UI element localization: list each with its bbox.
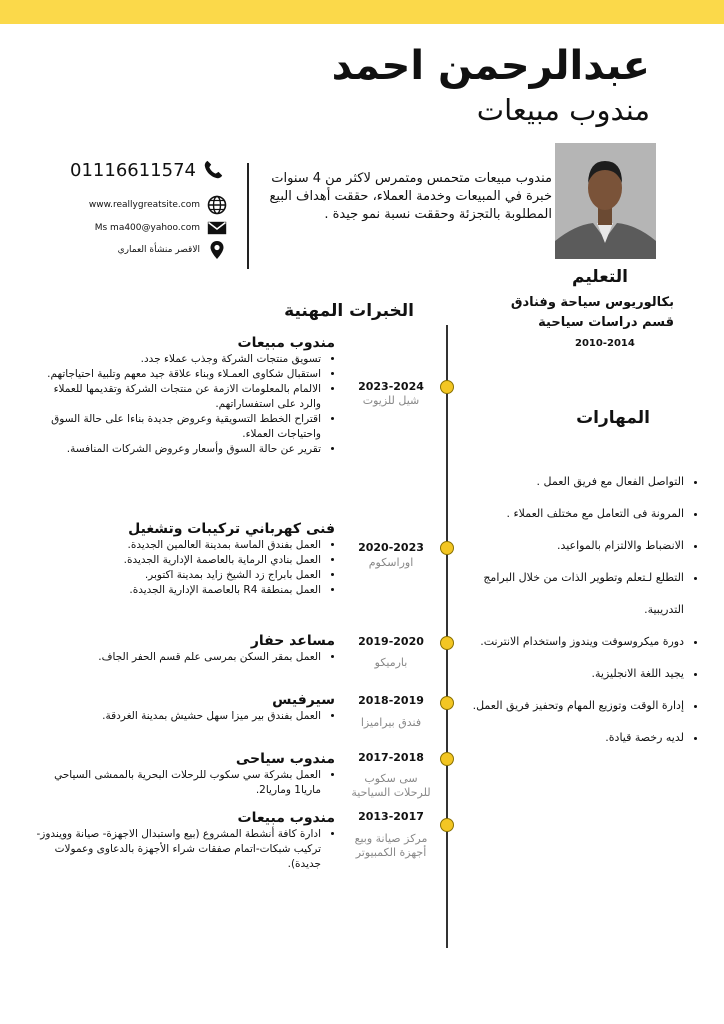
education-degree: بكالوريوس سياحة وفنادق (510, 295, 674, 310)
job-bullet: • ادارة كافة أنشطة المشروع (بيع واستبدال الاجهزة- صيانة وويندوز-تركيب شبكات-اتمام صفقات شراء الأجهزة بالدعاوى وعمولات جديدة). (35, 827, 321, 872)
timeline-dot (440, 696, 454, 710)
person-name: عبدالرحمن احمد (331, 43, 650, 89)
job-entry (35, 750, 335, 798)
timeline-dot (440, 380, 454, 394)
education-heading: التعليم (572, 267, 628, 287)
job-bullet: • العمل بفندق الماسة بمدينة العالمين الجديدة. (35, 538, 321, 553)
job-bullet: • العمل بمنطقة R4 بالعاصمة الإدارية الجديدة. (35, 583, 321, 598)
profile-photo (555, 143, 656, 259)
skill-item: • التطلع لـتعلم وتطوير الذات من خلال البرامج التدريبية. (458, 562, 684, 626)
website-text: www.reallygreatsite.com (88, 200, 200, 210)
skills-list (458, 466, 698, 754)
job-entry (35, 632, 335, 665)
job-title-entry: مندوب مبيعات (237, 810, 335, 826)
job-title-entry: فنى كهرباني تركيبات وتشغيل (128, 521, 335, 537)
job-organization: شيل للزيوت (362, 394, 420, 407)
contact-website (68, 194, 228, 216)
education-years: 2010-2014 (575, 338, 635, 349)
job-entry (35, 334, 335, 457)
job-years: 2018-2019 (358, 694, 424, 707)
timeline-dot (440, 752, 454, 766)
header-divider (247, 163, 249, 269)
job-bullet: • العمل بنادي الرماية بالعاصمة الإدارية الجديدة. (35, 553, 321, 568)
job-title-entry: سيرفيس (272, 692, 335, 708)
skill-item: • دورة ميكروسوفت ويندوز واستخدام الانترنت. (458, 626, 684, 658)
email-text: Ms ma400@yahoo.com (94, 223, 200, 233)
skill-item: • لديه رخصة قيادة. (458, 722, 684, 754)
job-bullet: • اقتراح الخطط التسويقية وعروض جديدة بناءا على حالة السوق واحتياجات العملاء. (35, 412, 321, 442)
job-organization: مركز صيانة وبيع أجهزة الكمبيوتر (354, 832, 428, 859)
location-pin-icon (206, 239, 228, 261)
contact-phone (70, 157, 224, 183)
job-organization: فندق بيراميزا (360, 716, 422, 729)
job-bullet: • استقبال شكاوى العمـلاء وبناء علاقة جيد معهم وتلبية احتياجاتهم. (35, 367, 321, 382)
job-bullet: • الالمام بالمعلومات الازمة عن منتجات الشركة وتقديمها للعملاء والرد على استفساراتهم. (35, 382, 321, 412)
globe-icon (206, 194, 228, 216)
phone-number: 01116611574 (70, 159, 196, 181)
skill-item: • إدارة الوقت وتوزيع المهام وتحفيز فريق العمل. (458, 690, 684, 722)
job-bullet: • العمل بشركة سي سكوب للرحلات البحرية بالممشى السياحي ماريا1 وماريا2. (35, 768, 321, 798)
timeline-dot (440, 636, 454, 650)
job-bullet: • تقرير عن حالة السوق وأسعار وعروض الشركات المنافسة. (35, 442, 321, 457)
job-title-entry: مندوب مبيعات (237, 335, 335, 351)
job-title: مندوب مبيعات (476, 93, 650, 127)
job-title-entry: مندوب سياحى (235, 751, 335, 767)
job-title-entry: مساعد حفار (250, 633, 335, 649)
job-years: 2013-2017 (358, 810, 424, 823)
job-organization: اوراسكوم (368, 556, 414, 569)
contact-email (68, 217, 228, 239)
address-text: الاقصر منشأة العماري (117, 245, 200, 255)
timeline-dot (440, 818, 454, 832)
job-years: 2023-2024 (358, 380, 424, 393)
job-organization: سى سكوب للرحلات السياحية (351, 772, 431, 799)
job-bullet: • تسويق منتجات الشركة وجذب عملاء جدد. (35, 352, 321, 367)
job-entry (35, 809, 335, 872)
job-organization: بارميكو (374, 656, 408, 669)
skills-heading: المهارات (576, 408, 650, 428)
job-entry (35, 520, 335, 598)
skill-item: • الانضباط والالتزام بالمواعيد. (458, 530, 684, 562)
profile-summary: مندوب مبيعات متحمس ومتمرس لاكثر من 4 سنوات خبرة في المبيعات وخدمة العملاء، حققت أهداف البيع المطلوبة بالتجزئة وحققت نسبة نمو جيدة . (269, 171, 552, 222)
job-years: 2020-2023 (358, 541, 424, 554)
skill-item: • يجيد اللغة الانجليزية. (458, 658, 684, 690)
skill-item: • المرونة فى التعامل مع مختلف العملاء . (458, 498, 684, 530)
timeline-dot (440, 541, 454, 555)
job-bullet: • العمل بابراج زد الشيخ زايد بمدينة اكتوبر. (35, 568, 321, 583)
job-bullet: • العمل بفندق بير ميزا سهل حشيش بمدينة الغردقة. (35, 709, 321, 724)
job-bullet: • العمل بمقر السكن بمرسى علم قسم الحفر الجاف. (35, 650, 321, 665)
experience-heading: الخبرات المهنية (284, 301, 414, 321)
phone-icon (202, 157, 224, 183)
skill-item: • التواصل الفعال مع فريق العمل . (458, 466, 684, 498)
top-accent-bar (0, 0, 724, 24)
job-entry (35, 691, 335, 724)
job-years: 2017-2018 (358, 751, 424, 764)
education-department: قسم دراسات سياحية (538, 315, 674, 330)
job-years: 2019-2020 (358, 635, 424, 648)
mail-icon (206, 217, 228, 239)
contact-address (68, 239, 228, 261)
